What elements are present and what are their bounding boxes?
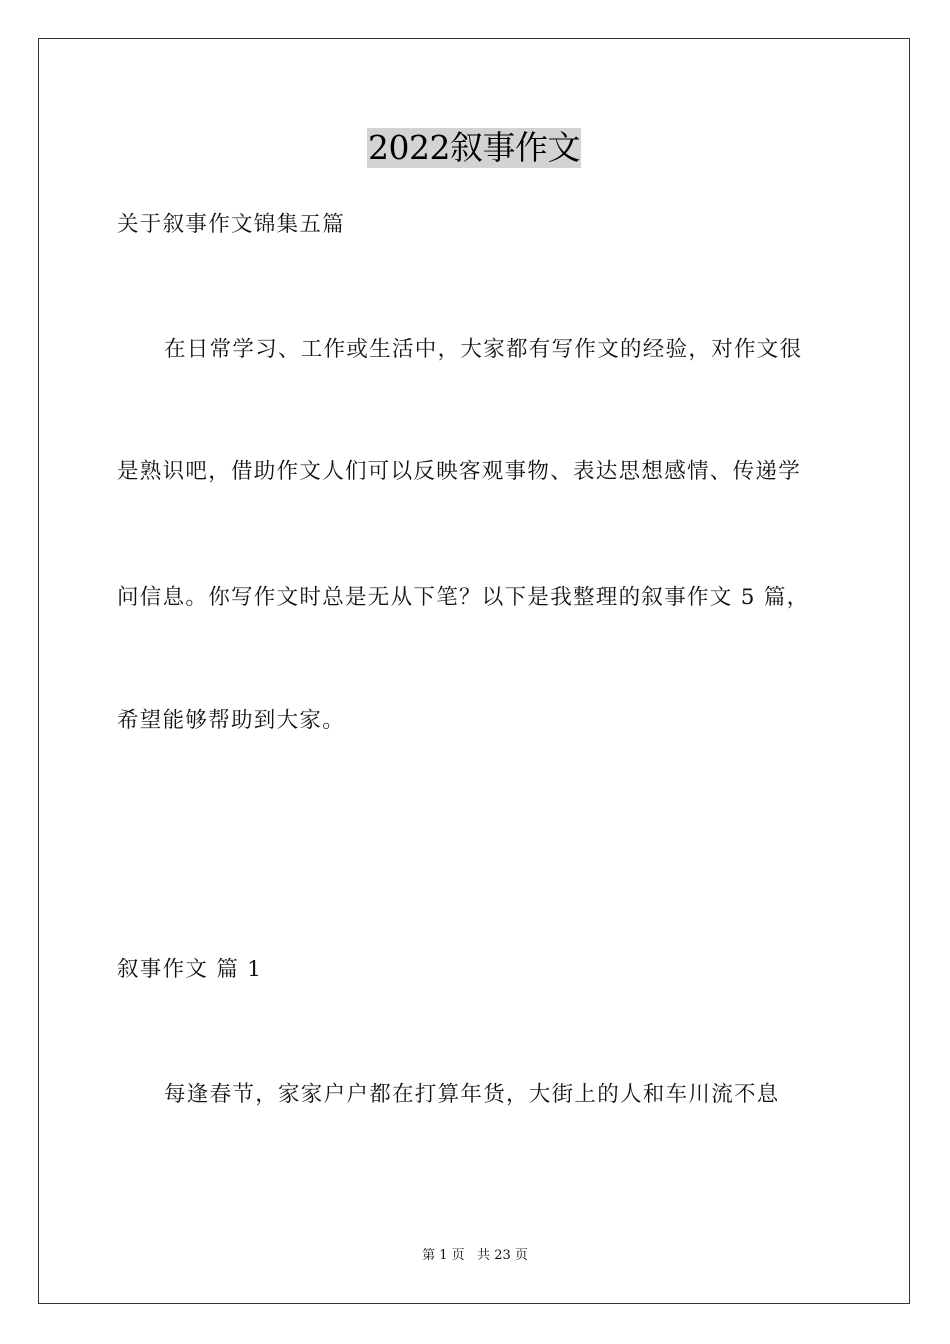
section-heading: 叙事作文 篇 1 — [117, 957, 263, 982]
document-title: 2022叙事作文 — [368, 128, 580, 167]
intro-paragraph-line-2: 是熟识吧，借助作文人们可以反映客观事物、表达思想感情、传递学 — [117, 459, 802, 484]
intro-paragraph-line-4: 希望能够帮助到大家。 — [117, 708, 346, 733]
intro-paragraph-line-3: 问信息。你写作文时总是无从下笔？以下是我整理的叙事作文 5 篇， — [117, 585, 810, 610]
intro-paragraph-line-1: 在日常学习、工作或生活中，大家都有写作文的经验，对作文很 — [164, 337, 803, 362]
document-subtitle: 关于叙事作文锦集五篇 — [117, 212, 346, 237]
page-number-footer: 第 1 页 共 23 页 — [422, 1248, 528, 1263]
section-paragraph-line-1: 每逢春节，家家户户都在打算年货，大街上的人和车川流不息 — [164, 1082, 780, 1107]
